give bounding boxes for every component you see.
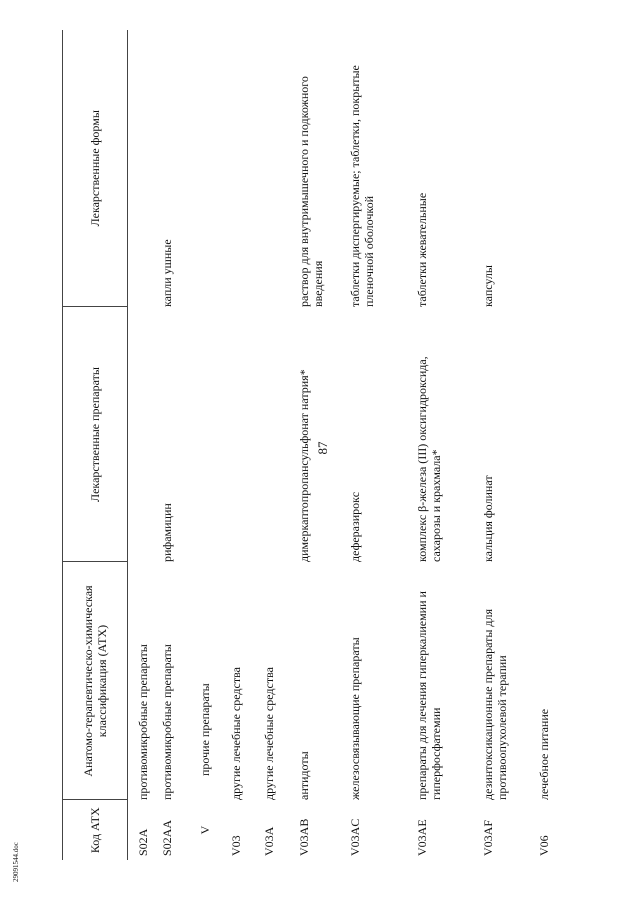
table-row <box>537 30 577 860</box>
cell-classification: железосвязывающие препараты <box>347 637 362 800</box>
drug-table <box>62 30 577 860</box>
table-row <box>229 30 262 860</box>
cell-form <box>229 30 262 307</box>
cell-code: V03AE <box>414 819 429 856</box>
table-header-row <box>63 30 128 860</box>
cell-code: V03AB <box>296 818 311 856</box>
cell-form <box>537 30 577 307</box>
table-row <box>160 30 198 860</box>
cell-drug <box>128 307 160 562</box>
cell-drug: кальция фолинат <box>480 475 495 562</box>
cell-code: S02A <box>136 828 150 856</box>
cell-form <box>128 30 160 307</box>
cell-classification: дезинтоксикационные препараты для противоопухолевой терапии <box>480 608 509 800</box>
cell-drug <box>262 307 297 562</box>
table-rotated <box>62 30 627 860</box>
cell-classification: препараты для лечения гиперкалиемии и гиперфосфатемии <box>414 591 443 800</box>
cell-code: V03A <box>261 826 276 856</box>
header-atc-code: Код АТХ <box>63 800 128 860</box>
table-row <box>262 30 297 860</box>
cell-classification: противомикробные препараты <box>136 644 150 800</box>
table-container <box>62 30 627 860</box>
cell-code: V <box>197 825 212 835</box>
cell-drug: димеркаптопропансульфонат натрия* <box>296 369 311 562</box>
table-row <box>128 30 160 860</box>
table-row <box>348 30 415 860</box>
cell-code: S02AA <box>159 819 174 856</box>
page-number: 87 <box>315 441 330 455</box>
cell-form: раствор для внутримышечного и подкожного введения <box>296 76 325 307</box>
cell-code: V03AC <box>347 818 362 856</box>
cell-drug <box>537 307 577 562</box>
cell-form: таблетки жевательные <box>414 192 429 307</box>
cell-form: капсулы <box>480 265 495 307</box>
header-drugs: Лекарственные препараты <box>63 307 128 562</box>
cell-classification: лечебное питание <box>536 708 551 800</box>
cell-drug <box>198 307 229 562</box>
table-row <box>481 30 537 860</box>
cell-classification: другие лечебные средства <box>228 667 243 800</box>
cell-code: V03 <box>228 835 243 856</box>
table-row <box>297 30 348 860</box>
header-atc-classification: Анатомо-терапевтическо-химическая классификация (АТХ) <box>63 562 128 800</box>
table-row <box>198 30 229 860</box>
cell-classification: другие лечебные средства <box>261 667 276 800</box>
cell-code: V03AF <box>480 819 495 856</box>
cell-drug: деферазирокс <box>347 491 362 562</box>
cell-classification: антидоты <box>296 751 311 800</box>
cell-form: капли ушные <box>159 239 174 307</box>
cell-classification: противомикробные препараты <box>159 644 174 800</box>
cell-drug: комплекс β-железа (III) оксигидроксида, сахарозы и крахмала* <box>414 356 443 562</box>
header-dosage-forms: Лекарственные формы <box>63 30 128 307</box>
document-code: 29091544.doc <box>12 842 20 882</box>
cell-code: V06 <box>536 835 551 856</box>
cell-drug: рифамицин <box>159 503 174 562</box>
cell-classification: прочие препараты <box>197 683 212 776</box>
cell-form: таблетки диспергируемые; таблетки, покрытые пленочной оболочкой <box>347 65 376 307</box>
cell-drug <box>229 307 262 562</box>
table-row <box>415 30 481 860</box>
cell-form <box>198 30 229 307</box>
cell-form <box>262 30 297 307</box>
